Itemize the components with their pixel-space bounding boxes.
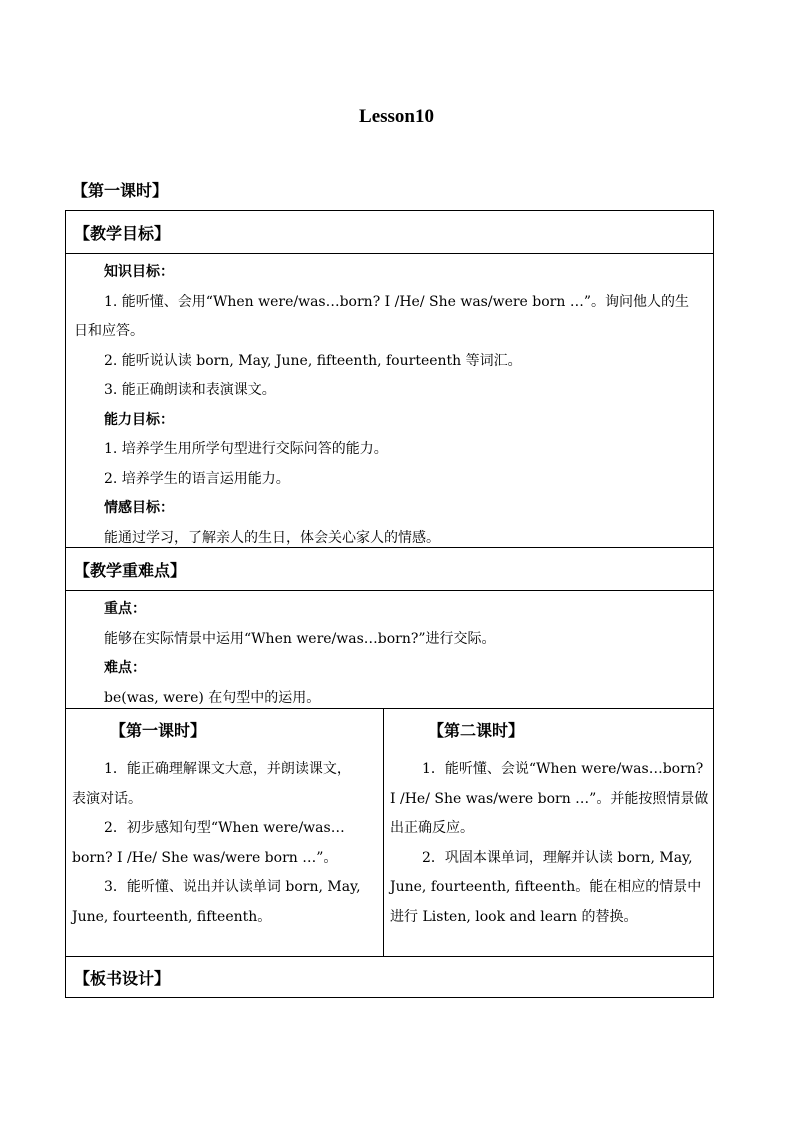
period-one-header: 【第一课时】 [110,721,207,740]
ability-item: 1. 培养学生用所学句型进行交际问答的能力。 [104,441,388,457]
knowledge-item-cont: 日和应答。 [74,323,144,339]
objectives-body-row [66,254,713,548]
period-one-line: June, fourteenth, fifteenth。 [72,908,272,925]
ability-label: 能力目标： [104,411,174,428]
board-design-row [66,957,713,997]
keypoints-header-row [66,548,713,591]
objectives-content [74,258,689,553]
period-one-content [72,755,361,932]
period-two-line: 2．巩固本课单词，理解并认读 born, May, [422,849,693,866]
difficult-label: 难点： [104,660,146,676]
knowledge-item: 2. 能听说认读 born, May, June, fifteenth, fourteenth 等词汇。 [104,352,522,369]
emotion-label: 情感目标： [104,500,174,516]
period-two-line: I /He/ She was/were born …”。并能按照情景做 [390,790,709,807]
period-two-line: 出正确反应。 [390,820,474,836]
keypoints-header: 【教学重难点】 [74,561,187,580]
objectives-header: 【教学目标】 [74,224,171,243]
key-label: 重点： [104,601,146,617]
period-one-line: 2．初步感知句型“When were/was… [104,820,345,836]
lesson-plan-table [65,210,714,998]
page-title: Lesson10 [359,106,434,127]
period-two-content [390,755,708,932]
knowledge-item: 3. 能正确朗读和表演课文。 [104,382,276,398]
keypoints-body-row [66,591,713,709]
knowledge-item: 1. 能听懂、会用“When were/was…born? I /He/ She was/were born …”。询问他人的生 [104,293,689,310]
period-one-line: 1．能正确理解课文大意，并朗读课文， [104,761,351,777]
period-two-column [384,709,713,957]
lesson-period-heading: 【第一课时】 [72,181,169,200]
board-design-header: 【板书设计】 [74,969,171,988]
period-two-header: 【第二课时】 [428,721,525,740]
period-two-line: 1．能听懂、会说“When were/was…born? [422,761,704,777]
objectives-header-row [66,211,713,254]
period-one-line: 表演对话。 [72,790,142,807]
period-one-line: born? I /He/ She was/were born …”。 [72,849,338,866]
period-two-line: 进行 Listen, look and learn 的替换。 [390,908,638,925]
keypoints-content [104,595,496,713]
knowledge-label: 知识目标： [104,264,174,280]
period-one-line: 3．能听懂、说出并认读单词 born, May, [104,879,361,895]
period-two-line: June, fourteenth, fifteenth。能在相应的情景中 [390,879,702,895]
key-text: 能够在实际情景中运用“When were/was…born?”进行交际。 [104,630,496,647]
emotion-text: 能通过学习，了解亲人的生日，体会关心家人的情感。 [104,529,440,546]
difficult-text: be(was, were) 在句型中的运用。 [104,689,321,706]
ability-item: 2. 培养学生的语言运用能力。 [104,470,290,487]
period-one-column [66,709,384,957]
periods-row [66,709,713,957]
